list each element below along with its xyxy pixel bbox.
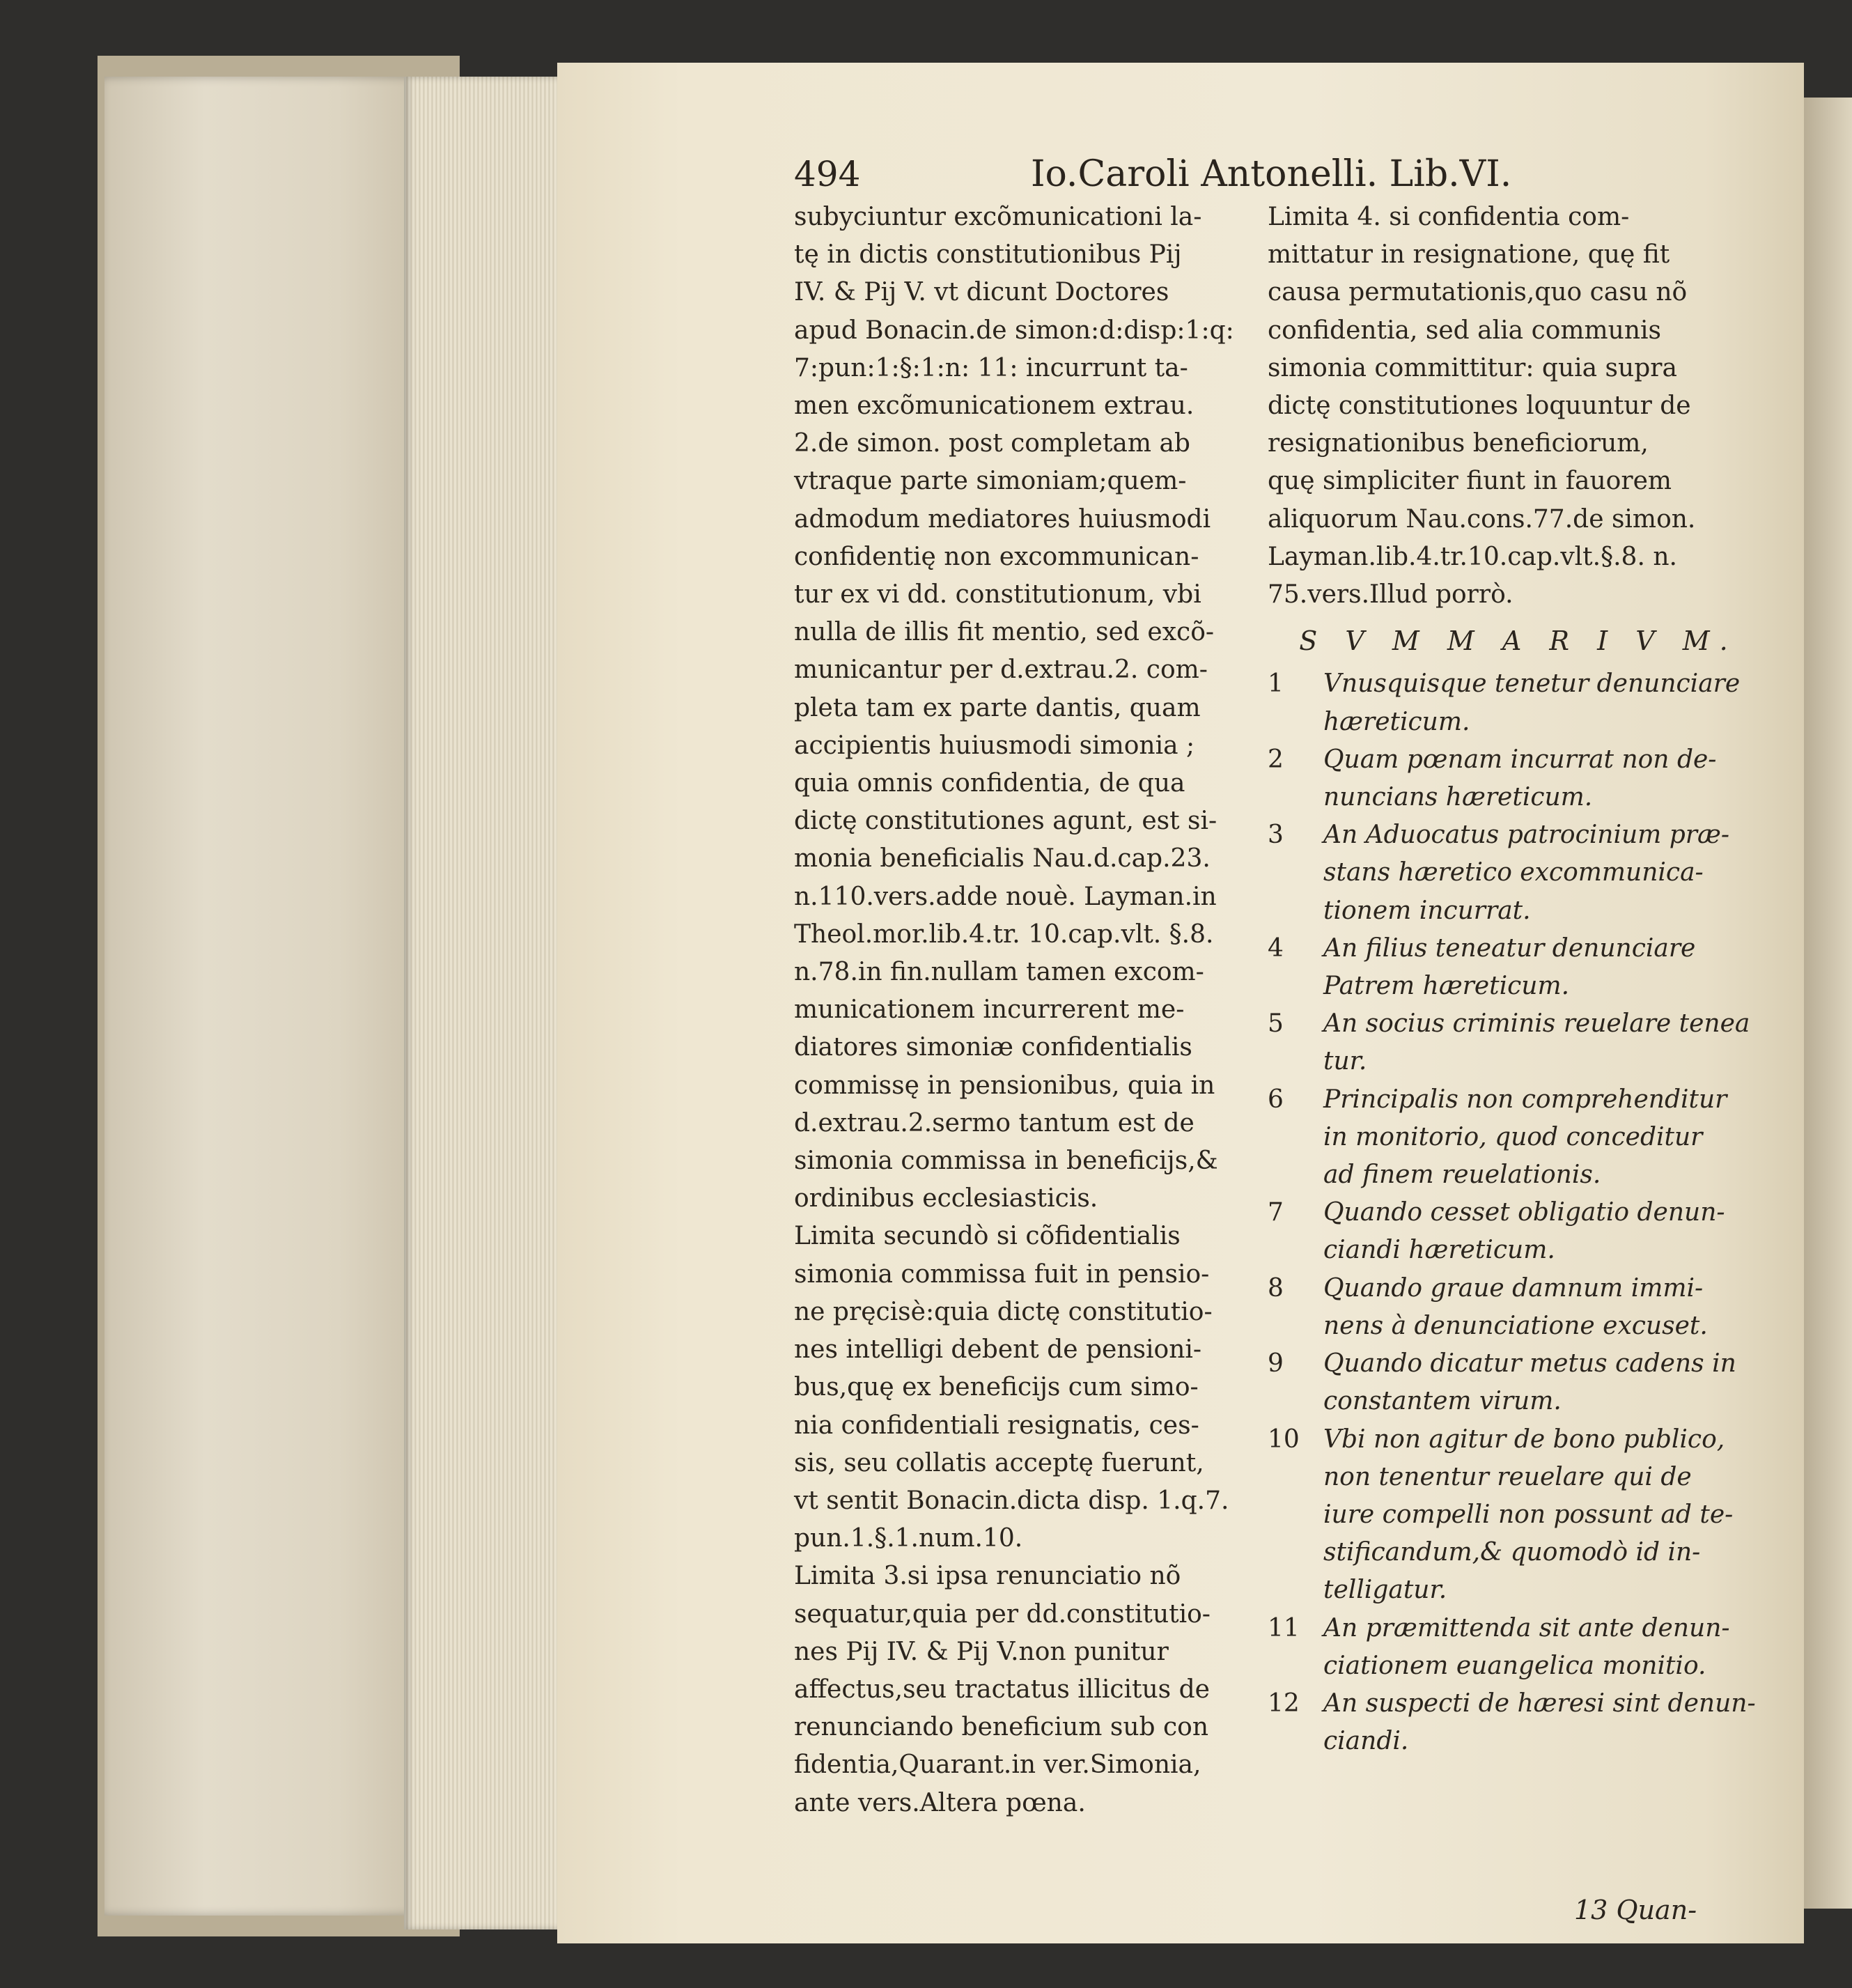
summary-entry-line: nuncians hæreticum. bbox=[1323, 783, 1593, 812]
summary-entry bbox=[1268, 1270, 1769, 1345]
summary-entry-line: Vbi non agitur de bono publico, bbox=[1323, 1424, 1725, 1454]
text-line: nulla de illis fit mentio, sed excõ- bbox=[794, 618, 1215, 647]
summary-entry-line: ciandi. bbox=[1323, 1727, 1409, 1756]
summary-heading: S V M M A R I V M. bbox=[1299, 626, 1738, 657]
summary-entry-text bbox=[1323, 1270, 1708, 1345]
text-line: simonia commissa in beneficijs,& bbox=[794, 1147, 1218, 1176]
text-line: affectus,seu tractatus illicitus de bbox=[794, 1675, 1210, 1704]
text-line: 2.de simon. post completam ab bbox=[794, 429, 1190, 458]
text-line: diatores simoniæ confidentialis bbox=[794, 1033, 1192, 1062]
summary-entry-number: 8 bbox=[1268, 1273, 1284, 1303]
summary-entry-text bbox=[1323, 930, 1695, 1005]
summary-entry-line: Vnusquisque tenetur denunciare bbox=[1323, 669, 1741, 699]
text-line: ordinibus ecclesiasticis. bbox=[794, 1184, 1098, 1213]
page-edges bbox=[404, 77, 564, 1929]
summary-entry-line: An præmittenda sit ante denun- bbox=[1323, 1613, 1730, 1643]
text-line: Limita 4. si confidentia com- bbox=[1268, 203, 1630, 231]
summary-entry-line: tur. bbox=[1323, 1047, 1367, 1076]
summary-entry bbox=[1268, 1081, 1769, 1195]
summary-entry-number: 12 bbox=[1268, 1688, 1300, 1718]
summary-entry-text bbox=[1323, 816, 1729, 930]
summary-entry-line: ciationem euangelica monitio. bbox=[1323, 1651, 1706, 1680]
summary-entry-text bbox=[1323, 1194, 1725, 1269]
text-line: quia omnis confidentia, de qua bbox=[794, 769, 1185, 798]
text-line: apud Bonacin.de simon:d:disp:1:q: bbox=[794, 316, 1234, 345]
summary-entry-line: Quando cesset obligatio denun- bbox=[1323, 1198, 1725, 1227]
summary-entry-line: non tenentur reuelare qui de bbox=[1323, 1462, 1692, 1491]
text-line: Layman.lib.4.tr.10.cap.vlt.§.8. n. bbox=[1268, 542, 1677, 571]
summary-entry-number: 2 bbox=[1268, 745, 1284, 774]
summary-entry-line: An suspecti de hæresi sint denun- bbox=[1323, 1688, 1756, 1718]
summary-entry bbox=[1268, 665, 1769, 740]
text-line: Theol.mor.lib.4.tr. 10.cap.vlt. §.8. bbox=[794, 919, 1214, 949]
text-line: men excõmunicationem extrau. bbox=[794, 391, 1195, 421]
summary-entry-line: An filius teneatur denunciare bbox=[1323, 933, 1696, 963]
summary-list bbox=[1268, 665, 1769, 1760]
summary-entry-line: constantem virum. bbox=[1323, 1387, 1562, 1416]
summary-entry-line: Quam pœnam incurrat non de- bbox=[1323, 745, 1717, 774]
summary-entry-line: nens à denunciatione excuset. bbox=[1323, 1311, 1708, 1340]
summary-entry bbox=[1268, 1421, 1769, 1610]
summary-entry bbox=[1268, 1345, 1769, 1420]
summary-entry-line: stans hæretico excommunica- bbox=[1323, 858, 1704, 887]
text-line: nes intelligi debent de pensioni- bbox=[794, 1335, 1202, 1365]
text-line: d.extrau.2.sermo tantum est de bbox=[794, 1108, 1195, 1137]
right-column-text bbox=[1268, 199, 1769, 614]
book-page bbox=[557, 63, 1804, 1943]
summary-entry bbox=[1268, 1005, 1769, 1080]
text-line: nia confidentiali resignatis, ces- bbox=[794, 1411, 1199, 1440]
summary-entry-number: 5 bbox=[1268, 1009, 1284, 1039]
page-number: 494 bbox=[794, 154, 861, 194]
summary-entry-text bbox=[1323, 1345, 1736, 1420]
running-title: Io.Caroli Antonelli. Lib.VI. bbox=[1031, 153, 1512, 195]
text-line: admodum mediatores huiusmodi bbox=[794, 504, 1211, 534]
text-line: 7:pun:1:§:1:n: 11: incurrunt ta- bbox=[794, 353, 1188, 382]
text-line: mittatur in resignatione, quę fit bbox=[1268, 240, 1670, 270]
summary-entry-line: tionem incurrat. bbox=[1323, 896, 1531, 925]
summary-entry bbox=[1268, 1685, 1769, 1760]
summary-entry-line: hæreticum. bbox=[1323, 707, 1470, 736]
text-line: resignationibus beneficiorum, bbox=[1268, 429, 1649, 458]
summary-entry-number: 9 bbox=[1268, 1349, 1284, 1379]
summary-entry-line: Principalis non comprehenditur bbox=[1323, 1085, 1727, 1114]
summary-entry-text bbox=[1323, 1685, 1756, 1760]
text-line: confidentię non excommunican- bbox=[794, 542, 1199, 571]
summary-entry-text bbox=[1323, 1005, 1750, 1080]
summary-entry-number: 6 bbox=[1268, 1085, 1284, 1114]
text-line: Limita secundò si cõfidentialis bbox=[794, 1222, 1181, 1251]
summary-entry bbox=[1268, 1610, 1769, 1685]
page-header bbox=[794, 146, 1790, 202]
text-line: fidentia,Quarant.in ver.Simonia, bbox=[794, 1750, 1201, 1780]
catchword: 13 Quan- bbox=[1574, 1895, 1697, 1925]
summary-entry-number: 3 bbox=[1268, 821, 1284, 850]
summary-entry-text bbox=[1323, 665, 1740, 740]
text-line: 75.vers.Illud porrò. bbox=[1268, 580, 1513, 609]
text-line: sequatur,quia per dd.constitutio- bbox=[794, 1599, 1211, 1629]
text-line: bus,quę ex beneficijs cum simo- bbox=[794, 1373, 1199, 1402]
right-column bbox=[1268, 199, 1769, 1760]
book-cover-board bbox=[104, 77, 439, 1916]
summary-entry-line: Quando dicatur metus cadens in bbox=[1323, 1349, 1736, 1379]
text-line: pun.1.§.1.num.10. bbox=[794, 1524, 1023, 1553]
text-line: renunciando beneficium sub con bbox=[794, 1713, 1209, 1742]
summary-entry-line: stificandum,& quomodò id in- bbox=[1323, 1538, 1701, 1567]
text-line: commissę in pensionibus, quia in bbox=[794, 1071, 1215, 1100]
summary-entry bbox=[1268, 741, 1769, 816]
summary-entry-number: 7 bbox=[1268, 1198, 1284, 1227]
summary-entry-number: 1 bbox=[1268, 669, 1284, 699]
text-line: IV. & Pij V. vt dicunt Doctores bbox=[794, 278, 1169, 307]
text-line: ante vers.Altera pœna. bbox=[794, 1788, 1086, 1817]
text-line: dictę constitutiones loquuntur de bbox=[1268, 391, 1691, 421]
text-line: tę in dictis constitutionibus Pij bbox=[794, 240, 1182, 270]
text-line: sis, seu collatis acceptę fuerunt, bbox=[794, 1448, 1204, 1477]
text-line: Limita 3.si ipsa renunciatio nõ bbox=[794, 1562, 1181, 1591]
summary-entry-line: Patrem hæreticum. bbox=[1323, 972, 1570, 1001]
summary-entry bbox=[1268, 930, 1769, 1005]
text-line: vt sentit Bonacin.dicta disp. 1.q.7. bbox=[794, 1486, 1229, 1515]
summary-entry-text bbox=[1323, 741, 1716, 816]
facing-page-edge bbox=[1804, 98, 1852, 1909]
text-line: confidentia, sed alia communis bbox=[1268, 316, 1662, 345]
summary-entry-line: telligatur. bbox=[1323, 1576, 1447, 1605]
summary-entry-number: 10 bbox=[1268, 1424, 1300, 1454]
summary-entry-line: iure compelli non possunt ad te- bbox=[1323, 1500, 1734, 1529]
text-line: vtraque parte simoniam;quem- bbox=[794, 467, 1187, 496]
text-line: monia beneficialis Nau.d.cap.23. bbox=[794, 844, 1211, 873]
summary-entry-line: An Aduocatus patrocinium præ- bbox=[1323, 821, 1729, 850]
text-line: nes Pij IV. & Pij V.non punitur bbox=[794, 1637, 1169, 1666]
summary-entry bbox=[1268, 1194, 1769, 1269]
summary-entry-line: ciandi hæreticum. bbox=[1323, 1236, 1555, 1265]
summary-entry-line: Quando graue damnum immi- bbox=[1323, 1273, 1704, 1303]
text-line: n.110.vers.adde nouè. Layman.in bbox=[794, 882, 1217, 911]
text-line: causa permutationis,quo casu nõ bbox=[1268, 278, 1688, 307]
text-line: simonia committitur: quia supra bbox=[1268, 353, 1677, 382]
text-line: dictę constitutiones agunt, est si- bbox=[794, 807, 1217, 836]
text-line: accipientis huiusmodi simonia ; bbox=[794, 731, 1195, 760]
text-line: subyciuntur excõmunicationi la- bbox=[794, 203, 1202, 231]
text-line: n.78.in fin.nullam tamen excom- bbox=[794, 958, 1204, 987]
text-line: municantur per d.extrau.2. com- bbox=[794, 655, 1208, 685]
summary-entry-text bbox=[1323, 1610, 1730, 1685]
text-line: quę simpliciter fiunt in fauorem bbox=[1268, 467, 1672, 496]
text-line: simonia commissa fuit in pensio- bbox=[794, 1259, 1210, 1289]
summary-entry-text bbox=[1323, 1421, 1733, 1610]
summary-entry-line: An socius criminis reuelare tenea bbox=[1323, 1009, 1750, 1039]
left-column bbox=[794, 199, 1275, 1822]
summary-entry-number: 11 bbox=[1268, 1613, 1300, 1643]
summary-entry-number: 4 bbox=[1268, 933, 1284, 963]
text-line: ne pręcisè:quia dictę constitutio- bbox=[794, 1297, 1213, 1326]
text-line: pleta tam ex parte dantis, quam bbox=[794, 693, 1201, 722]
text-line: tur ex vi dd. constitutionum, vbi bbox=[794, 580, 1201, 609]
summary-entry bbox=[1268, 816, 1769, 930]
text-line: municationem incurrerent me- bbox=[794, 995, 1185, 1025]
summary-entry-line: ad finem reuelationis. bbox=[1323, 1160, 1601, 1190]
summary-entry-line: in monitorio, quod conceditur bbox=[1323, 1122, 1703, 1151]
text-line: aliquorum Nau.cons.77.de simon. bbox=[1268, 504, 1696, 534]
summary-entry-text bbox=[1323, 1081, 1727, 1195]
